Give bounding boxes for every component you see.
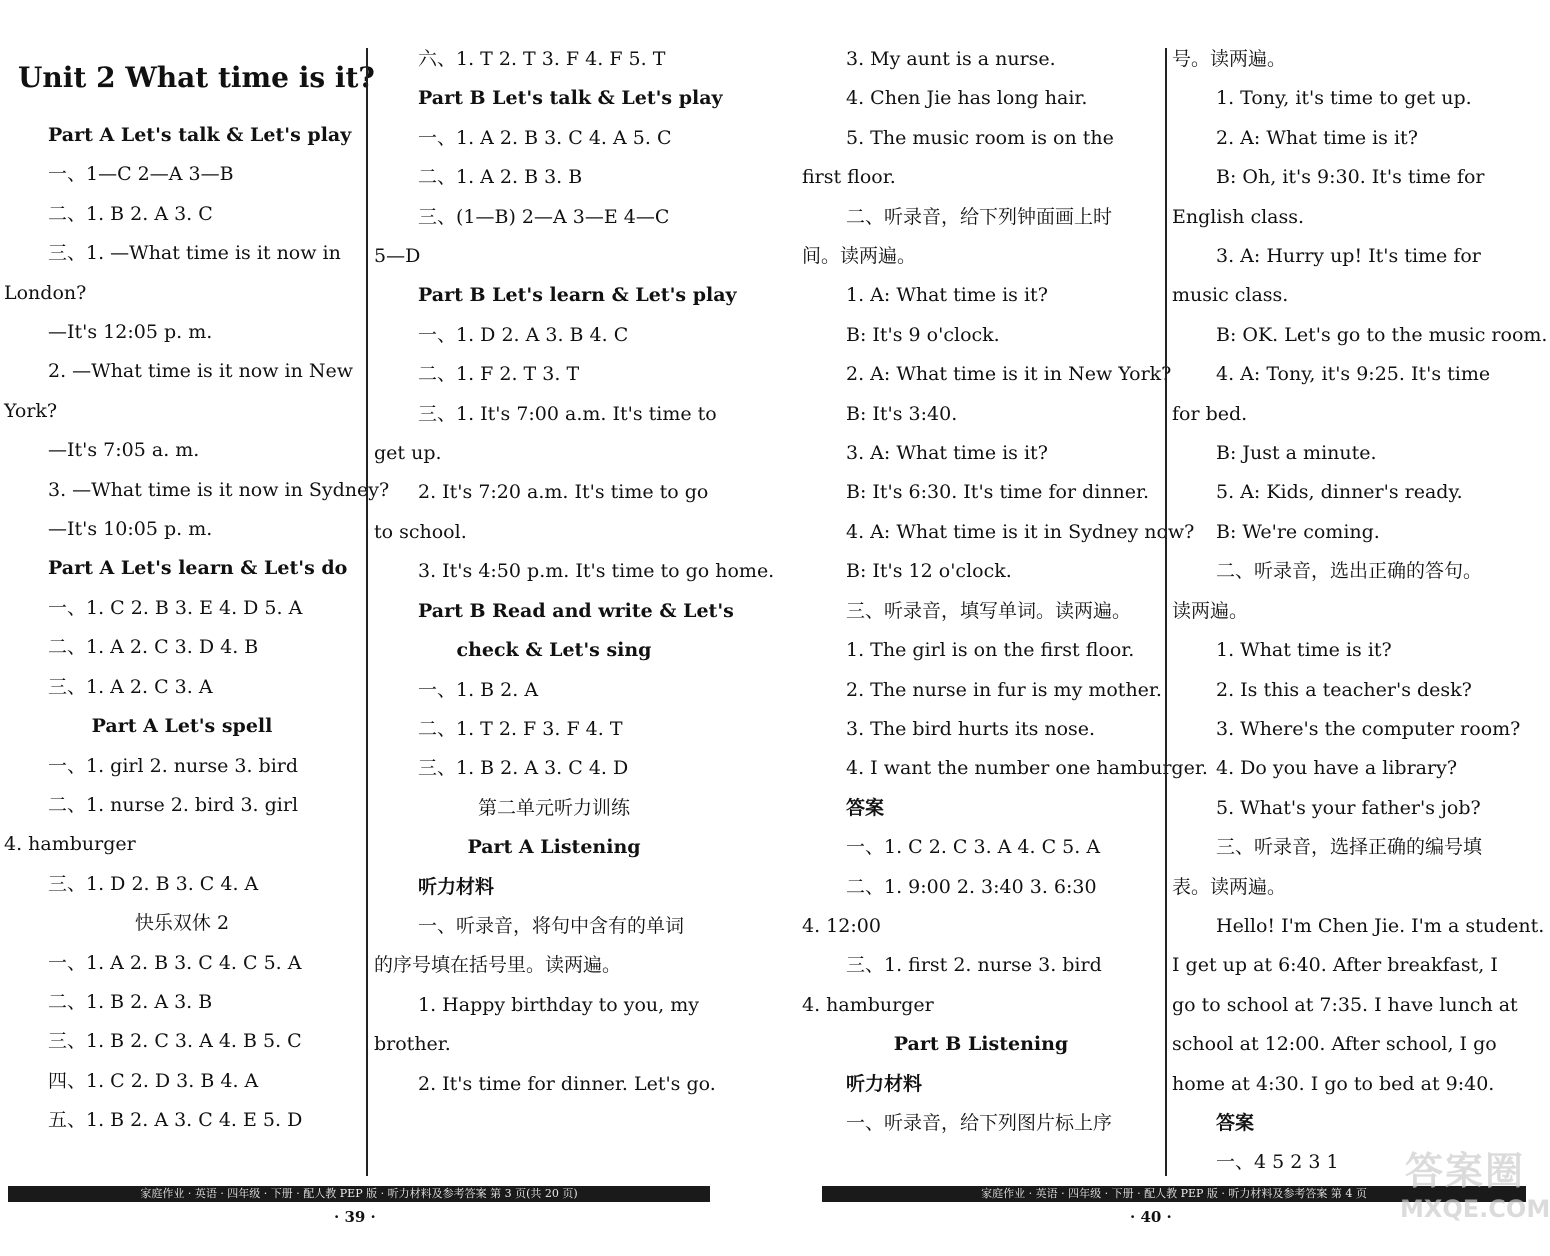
text-line: 1. The girl is on the first floor. [846, 639, 1135, 662]
watermark-logo [1400, 1140, 1550, 1250]
text-line: to school. [374, 520, 467, 543]
text-line: 三、听录音，选择正确的编号填 [1216, 836, 1483, 859]
section-heading: Part B Read and write & Let's [418, 599, 734, 622]
text-line: B: Oh, it's 9:30. It's time for [1216, 166, 1485, 189]
text-line: 一、1. A 2. B 3. C 4. C 5. A [48, 951, 302, 974]
text-line: 二、1. 9:00 2. 3:40 3. 6:30 [846, 875, 1097, 898]
text-line: 2. A: What time is it in New York? [846, 363, 1172, 386]
text-line: 3. My aunt is a nurse. [846, 48, 1056, 70]
text-line: 1. A: What time is it? [846, 284, 1048, 307]
text-line: 五、1. B 2. A 3. C 4. E 5. D [48, 1109, 303, 1132]
text-line: B: It's 9 o'clock. [846, 323, 1000, 346]
text-line: 一、1. C 2. B 3. E 4. D 5. A [48, 596, 303, 619]
text-line: brother. [374, 1033, 451, 1056]
text-line: 三、1. —What time is it now in [48, 242, 341, 265]
text-line: English class. [1172, 205, 1305, 228]
text-line: 1. Happy birthday to you, my [418, 993, 699, 1016]
column-1 [4, 40, 390, 1141]
text-line: 2. It's 7:20 a.m. It's time to go [418, 481, 709, 504]
text-line: go to school at 7:35. I have lunch at [1172, 993, 1518, 1016]
page-number-left: · 39 · [334, 1208, 376, 1226]
text-line: 三、1. D 2. B 3. C 4. A [48, 872, 259, 895]
text-line: for bed. [1172, 402, 1248, 425]
text-line: —It's 12:05 p. m. [48, 321, 213, 344]
text-line: 二、1. nurse 2. bird 3. girl [48, 793, 299, 816]
section-heading: Part A Let's spell [91, 715, 273, 738]
column-divider [1165, 48, 1167, 1176]
section-heading: 答案 [1216, 1111, 1255, 1134]
text-line: 3. A: Hurry up! It's time for [1216, 245, 1481, 268]
text-line: 2. It's time for dinner. Let's go. [418, 1072, 716, 1095]
text-line: —It's 10:05 p. m. [48, 518, 213, 541]
column-3 [802, 40, 1208, 1143]
section-heading: Part B Let's learn & Let's play [418, 284, 737, 307]
text-line: 2. Is this a teacher's desk? [1216, 678, 1472, 701]
text-line: 一、1. girl 2. nurse 3. bird [48, 754, 299, 777]
text-line: 二、1. A 2. C 3. D 4. B [48, 636, 259, 659]
section-heading: Part A Let's talk & Let's play [48, 124, 352, 146]
footer-banner-left: 家庭作业 · 英语 · 四年级 · 下册 · 配人教 PEP 版 · 听力材料及参考答案 第 3 页(共 20 页) [8, 1186, 710, 1202]
text-line: 一、1. D 2. A 3. B 4. C [418, 323, 629, 346]
text-line: 一、1. A 2. B 3. C 4. A 5. C [418, 126, 672, 149]
text-line: 3. Where's the computer room? [1216, 717, 1521, 740]
text-line: B: We're coming. [1216, 520, 1380, 543]
text-line: I get up at 6:40. After breakfast, I [1172, 954, 1498, 977]
text-line: 一、4 5 2 3 1 [1216, 1151, 1339, 1174]
text-line: 二、听录音，选出正确的答句。 [1216, 560, 1483, 583]
section-heading: Unit 2 What time is it? [18, 61, 375, 94]
text-line: 一、听录音，将句中含有的单词 [418, 914, 685, 937]
text-line: 二、听录音，给下列钟面画上时 [846, 205, 1113, 228]
text-line: get up. [374, 442, 442, 465]
text-line: 5. The music room is on the [846, 126, 1114, 149]
text-line: 4. Do you have a library? [1216, 757, 1458, 780]
text-line: first floor. [802, 166, 896, 189]
text-line: 三、(1—B) 2—A 3—E 4—C [418, 205, 670, 228]
text-line: 4. hamburger [802, 993, 934, 1016]
text-line: 二、1. A 2. B 3. B [418, 166, 583, 189]
text-line: 3. —What time is it now in Sydney? [48, 478, 390, 501]
text-line: B: OK. Let's go to the music room. [1216, 323, 1548, 346]
text-line: 三、1. B 2. A 3. C 4. D [418, 757, 629, 780]
text-line: 六、1. T 2. T 3. F 4. F 5. T [418, 48, 666, 70]
text-line: 表。读两遍。 [1172, 875, 1287, 898]
text-line: 快乐双休 2 [134, 912, 230, 935]
text-line: Hello! I'm Chen Jie. I'm a student. [1216, 914, 1545, 937]
text-line: 一、1. C 2. C 3. A 4. C 5. A [846, 836, 1101, 859]
text-line: 4. A: What time is it in Sydney now? [846, 520, 1195, 543]
text-line: 间。读两遍。 [802, 245, 917, 268]
text-line: 2. —What time is it now in New [48, 360, 354, 383]
text-line: 二、1. T 2. F 3. F 4. T [418, 717, 623, 740]
text-line: 四、1. C 2. D 3. B 4. A [48, 1069, 259, 1092]
section-heading: Part B Listening [893, 1033, 1069, 1056]
text-line: 一、1—C 2—A 3—B [48, 163, 234, 186]
page-number-right: · 40 · [1130, 1208, 1172, 1226]
text-line: 二、1. B 2. A 3. C [48, 202, 213, 225]
section-heading: 答案 [846, 796, 885, 819]
column-4 [1172, 40, 1548, 1183]
text-line: 3. It's 4:50 p.m. It's time to go home. [418, 560, 775, 583]
footer-banner-right: 家庭作业 · 英语 · 四年级 · 下册 · 配人教 PEP 版 · 听力材料及参考答案 第 4 页 [822, 1186, 1526, 1202]
text-line: 4. I want the number one hamburger. [846, 757, 1208, 780]
text-line: 1. Tony, it's time to get up. [1216, 87, 1472, 110]
text-line: 一、听录音，给下列图片标上序 [846, 1111, 1113, 1134]
text-line: B: It's 6:30. It's time for dinner. [846, 481, 1150, 504]
text-line: 三、1. first 2. nurse 3. bird [846, 954, 1102, 977]
text-line: B: It's 12 o'clock. [846, 560, 1012, 583]
text-line: 三、1. A 2. C 3. A [48, 675, 213, 698]
text-line: 2. The nurse in fur is my mother. [846, 678, 1162, 701]
section-heading: Part A Listening [467, 836, 641, 859]
text-line: 第二单元听力训练 [477, 796, 630, 819]
column-2 [374, 40, 775, 1104]
text-line: 三、1. B 2. C 3. A 4. B 5. C [48, 1030, 302, 1053]
text-line: home at 4:30. I go to bed at 9:40. [1172, 1072, 1495, 1095]
text-line: 2. A: What time is it? [1216, 126, 1418, 149]
section-heading: Part A Let's learn & Let's do [48, 557, 348, 580]
text-line: York? [4, 399, 58, 422]
text-line: —It's 7:05 a. m. [48, 439, 200, 462]
text-line: 的序号填在括号里。读两遍。 [374, 954, 622, 977]
section-heading: 听力材料 [418, 875, 495, 898]
section-heading: check & Let's sing [456, 639, 652, 662]
text-line: 4. A: Tony, it's 9:25. It's time [1216, 363, 1491, 386]
text-line: B: It's 3:40. [846, 402, 958, 425]
text-line: 二、1. F 2. T 3. T [418, 363, 580, 386]
text-line: 二、1. B 2. A 3. B [48, 990, 213, 1013]
text-line: 三、1. It's 7:00 a.m. It's time to [418, 402, 717, 425]
text-line: 3. The bird hurts its nose. [846, 717, 1096, 740]
text-line: 3. A: What time is it? [846, 442, 1048, 465]
text-line: 三、听录音，填写单词。读两遍。 [846, 599, 1132, 622]
text-line: 4. Chen Jie has long hair. [846, 87, 1088, 110]
text-line: B: Just a minute. [1216, 442, 1377, 465]
text-line: 5—D [374, 245, 421, 268]
section-heading: 听力材料 [846, 1072, 923, 1095]
watermark-text: 答案圈 [1404, 1149, 1525, 1193]
text-line: 读两遍。 [1172, 599, 1249, 622]
column-divider [366, 48, 368, 1176]
text-line: London? [4, 281, 87, 304]
text-line: 号。读两遍。 [1172, 48, 1287, 70]
text-line: 一、1. B 2. A [418, 678, 539, 701]
text-line: music class. [1172, 284, 1289, 307]
text-line: school at 12:00. After school, I go [1172, 1033, 1497, 1056]
text-line: 4. hamburger [4, 833, 136, 856]
text-line: 5. A: Kids, dinner's ready. [1216, 481, 1463, 504]
text-line: 5. What's your father's job? [1216, 796, 1481, 819]
text-line: 1. What time is it? [1216, 639, 1392, 662]
section-heading: Part B Let's talk & Let's play [418, 87, 723, 110]
watermark-url: MXQE.COM [1400, 1195, 1550, 1223]
text-line: 4. 12:00 [802, 914, 881, 937]
